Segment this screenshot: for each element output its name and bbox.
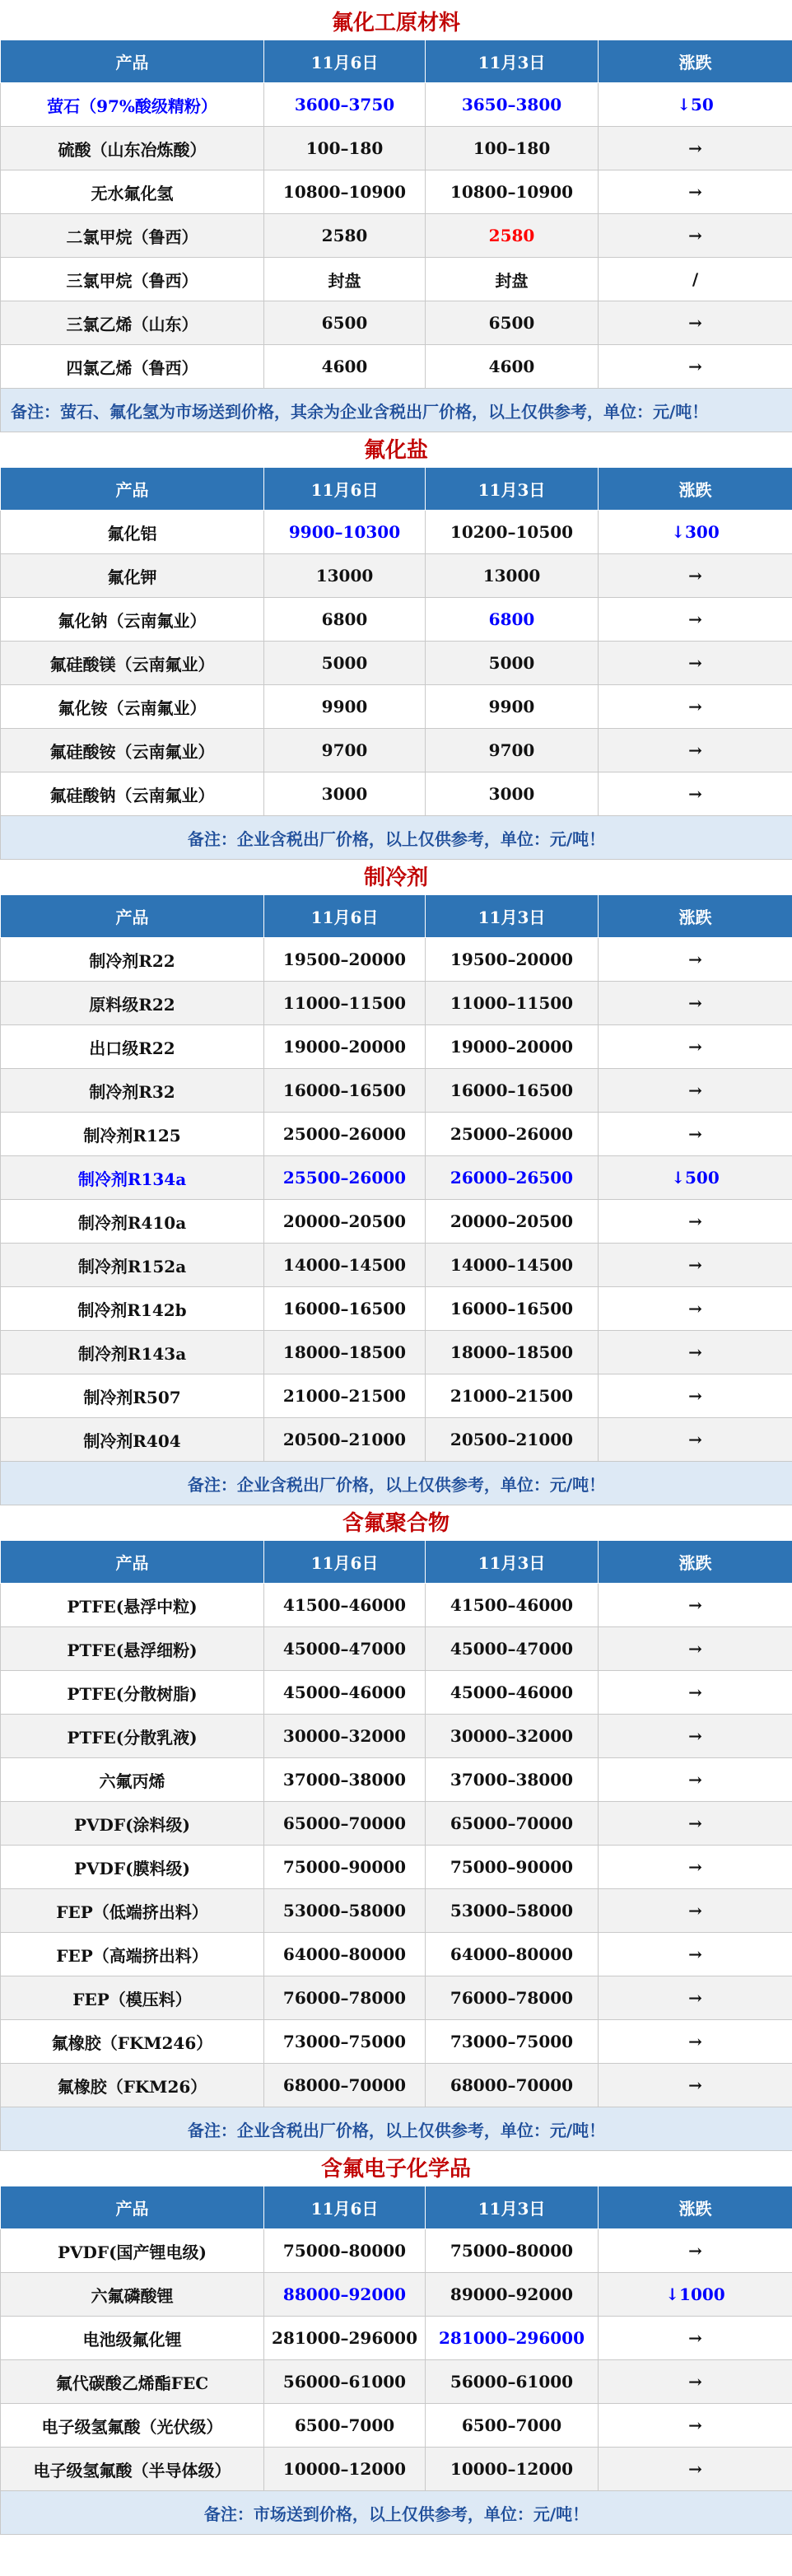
product-name-cell: 氟橡胶（FKM246） <box>1 2020 264 2064</box>
header-date-1: 11月6日 <box>264 895 426 938</box>
change-cell: → <box>599 1331 792 1374</box>
price-date-2-cell: 19500–20000 <box>426 938 599 982</box>
note-text: 备注：企业含税出厂价格，以上仅供参考，单位：元/吨！ <box>1 816 792 860</box>
change-cell: → <box>599 1715 792 1758</box>
table-row <box>1 2064 792 2107</box>
price-date-1-cell: 53000–58000 <box>264 1889 426 1933</box>
change-cell: → <box>599 301 792 345</box>
product-name-cell: PVDF(国产锂电级) <box>1 2229 264 2273</box>
product-name-cell: 制冷剂R152a <box>1 1244 264 1287</box>
table-row <box>1 2273 792 2317</box>
price-date-1-cell: 25500–26000 <box>264 1156 426 1200</box>
price-date-2-cell: 75000–90000 <box>426 1846 599 1889</box>
change-cell: → <box>599 1287 792 1331</box>
price-date-1-cell: 9900 <box>264 685 426 729</box>
change-cell: → <box>599 1244 792 1287</box>
header-product: 产品 <box>1 1541 264 1584</box>
table-row <box>1 127 792 170</box>
table-row <box>1 2020 792 2064</box>
table-row <box>1 170 792 214</box>
price-date-2-cell: 56000–61000 <box>426 2360 599 2404</box>
note-row <box>1 816 792 860</box>
table-row <box>1 1627 792 1671</box>
change-cell: → <box>599 1976 792 2020</box>
price-date-1-cell: 4600 <box>264 345 426 389</box>
price-date-2-cell: 76000–78000 <box>426 1976 599 2020</box>
product-name-cell: 电子级氢氟酸（光伏级） <box>1 2404 264 2448</box>
table-row <box>1 2360 792 2404</box>
header-product: 产品 <box>1 2186 264 2229</box>
price-date-1-cell: 10000–12000 <box>264 2448 426 2491</box>
product-name-cell: 氟橡胶（FKM26） <box>1 2064 264 2107</box>
table-row <box>1 772 792 816</box>
change-cell: → <box>599 1627 792 1671</box>
change-cell: → <box>599 1889 792 1933</box>
section-title: 制冷剂 <box>363 866 428 890</box>
table-row <box>1 214 792 258</box>
change-cell: → <box>599 1113 792 1156</box>
price-date-1-cell: 18000–18500 <box>264 1331 426 1374</box>
price-table <box>0 2186 792 2535</box>
change-cell: → <box>599 2064 792 2107</box>
price-date-1-cell: 37000–38000 <box>264 1758 426 1802</box>
table-row <box>1 2317 792 2360</box>
product-name-cell: PTFE(分散乳液) <box>1 1715 264 1758</box>
price-date-2-cell: 16000–16500 <box>426 1069 599 1113</box>
price-date-2-cell: 100–180 <box>426 127 599 170</box>
product-name-cell: 制冷剂R142b <box>1 1287 264 1331</box>
product-name-cell: 四氯乙烯（鲁西） <box>1 345 264 389</box>
product-name-cell: 三氯乙烯（山东） <box>1 301 264 345</box>
change-cell: → <box>599 772 792 816</box>
price-date-1-cell: 45000–46000 <box>264 1671 426 1715</box>
table-row <box>1 2404 792 2448</box>
product-name-cell: 氟化铵（云南氟业） <box>1 685 264 729</box>
price-date-1-cell: 6500 <box>264 301 426 345</box>
note-row <box>1 1462 792 1505</box>
price-date-2-cell: 11000–11500 <box>426 982 599 1025</box>
change-cell: → <box>599 1671 792 1715</box>
price-date-2-cell: 10200–10500 <box>426 511 599 554</box>
table-row <box>1 1976 792 2020</box>
table-row <box>1 1113 792 1156</box>
price-date-1-cell: 5000 <box>264 642 426 685</box>
table-row <box>1 598 792 642</box>
price-date-2-cell: 20000–20500 <box>426 1200 599 1244</box>
table-header-row <box>1 1541 792 1584</box>
price-date-2-cell: 25000–26000 <box>426 1113 599 1156</box>
price-date-2-cell: 4600 <box>426 345 599 389</box>
product-name-cell: 萤石（97%酸级精粉） <box>1 83 264 127</box>
price-date-2-cell: 6800 <box>426 598 599 642</box>
table-row <box>1 1671 792 1715</box>
price-date-1-cell: 100–180 <box>264 127 426 170</box>
price-date-2-cell: 6500 <box>426 301 599 345</box>
header-date-2: 11月3日 <box>426 895 599 938</box>
product-name-cell: 六氟丙烯 <box>1 1758 264 1802</box>
price-date-2-cell: 45000–46000 <box>426 1671 599 1715</box>
change-cell: ↓500 <box>599 1156 792 1200</box>
change-cell: → <box>599 1025 792 1069</box>
price-date-2-cell: 41500–46000 <box>426 1584 599 1627</box>
change-cell: → <box>599 642 792 685</box>
product-name-cell: 制冷剂R32 <box>1 1069 264 1113</box>
price-date-1-cell: 14000–14500 <box>264 1244 426 1287</box>
table-row <box>1 301 792 345</box>
price-date-2-cell: 53000–58000 <box>426 1889 599 1933</box>
product-name-cell: 氟化钾 <box>1 554 264 598</box>
table-row <box>1 642 792 685</box>
change-cell: → <box>599 2360 792 2404</box>
note-row <box>1 389 792 432</box>
product-name-cell: 氟硅酸镁（云南氟业） <box>1 642 264 685</box>
product-name-cell: 原料级R22 <box>1 982 264 1025</box>
change-cell: → <box>599 982 792 1025</box>
price-date-2-cell: 10800–10900 <box>426 170 599 214</box>
change-cell: → <box>599 685 792 729</box>
section-title: 氟化盐 <box>363 438 428 463</box>
price-date-1-cell: 30000–32000 <box>264 1715 426 1758</box>
price-date-1-cell: 封盘 <box>264 258 426 301</box>
price-date-2-cell: 9700 <box>426 729 599 772</box>
table-row <box>1 685 792 729</box>
price-date-1-cell: 25000–26000 <box>264 1113 426 1156</box>
change-cell: ↓300 <box>599 511 792 554</box>
table-row <box>1 511 792 554</box>
note-row <box>1 2107 792 2151</box>
header-product: 产品 <box>1 895 264 938</box>
product-name-cell: 制冷剂R410a <box>1 1200 264 1244</box>
change-cell: → <box>599 1200 792 1244</box>
product-name-cell: PTFE(悬浮中粒) <box>1 1584 264 1627</box>
price-date-2-cell: 5000 <box>426 642 599 685</box>
price-date-1-cell: 20500–21000 <box>264 1418 426 1462</box>
table-row <box>1 1418 792 1462</box>
product-name-cell: 氟化钠（云南氟业） <box>1 598 264 642</box>
price-date-2-cell: 68000–70000 <box>426 2064 599 2107</box>
product-name-cell: FEP（模压料） <box>1 1976 264 2020</box>
price-date-1-cell: 6800 <box>264 598 426 642</box>
section-title: 含氟聚合物 <box>342 1511 450 1536</box>
product-name-cell: 电池级氟化锂 <box>1 2317 264 2360</box>
table-row <box>1 1584 792 1627</box>
table-row <box>1 1802 792 1846</box>
price-date-2-cell: 10000–12000 <box>426 2448 599 2491</box>
product-name-cell: 出口级R22 <box>1 1025 264 1069</box>
price-date-2-cell: 73000–75000 <box>426 2020 599 2064</box>
change-cell: → <box>599 1069 792 1113</box>
note-text: 备注：企业含税出厂价格，以上仅供参考，单位：元/吨！ <box>1 1462 792 1505</box>
price-table <box>0 40 792 432</box>
section-title: 氟化工原材料 <box>331 11 460 35</box>
product-name-cell: PVDF(涂料级) <box>1 1802 264 1846</box>
product-name-cell: 制冷剂R125 <box>1 1113 264 1156</box>
header-date-2: 11月3日 <box>426 2186 599 2229</box>
table-row <box>1 1758 792 1802</box>
change-cell: → <box>599 127 792 170</box>
price-date-1-cell: 75000–80000 <box>264 2229 426 2273</box>
change-cell: → <box>599 729 792 772</box>
price-date-2-cell: 64000–80000 <box>426 1933 599 1976</box>
product-name-cell: 氟硅酸铵（云南氟业） <box>1 729 264 772</box>
section-title: 含氟电子化学品 <box>320 2157 471 2182</box>
change-cell: → <box>599 938 792 982</box>
product-name-cell: 制冷剂R134a <box>1 1156 264 1200</box>
table-row <box>1 1025 792 1069</box>
table-row <box>1 2448 792 2491</box>
price-table <box>0 894 792 1505</box>
note-row <box>1 2491 792 2535</box>
product-name-cell: 氟化铝 <box>1 511 264 554</box>
price-date-2-cell: 19000–20000 <box>426 1025 599 1069</box>
price-date-2-cell: 45000–47000 <box>426 1627 599 1671</box>
price-date-2-cell: 21000–21500 <box>426 1374 599 1418</box>
table-row <box>1 1846 792 1889</box>
note-text: 备注：市场送到价格，以上仅供参考，单位：元/吨！ <box>1 2491 792 2535</box>
table-row <box>1 1156 792 1200</box>
price-date-2-cell: 16000–16500 <box>426 1287 599 1331</box>
product-name-cell: 六氟磷酸锂 <box>1 2273 264 2317</box>
product-name-cell: PVDF(膜料级) <box>1 1846 264 1889</box>
header-date-2: 11月3日 <box>426 468 599 511</box>
header-change: 涨跌 <box>599 2186 792 2229</box>
note-text: 备注：企业含税出厂价格，以上仅供参考，单位：元/吨！ <box>1 2107 792 2151</box>
product-name-cell: 二氯甲烷（鲁西） <box>1 214 264 258</box>
price-date-1-cell: 3000 <box>264 772 426 816</box>
table-row <box>1 938 792 982</box>
price-date-1-cell: 73000–75000 <box>264 2020 426 2064</box>
price-date-1-cell: 16000–16500 <box>264 1069 426 1113</box>
product-name-cell: 制冷剂R22 <box>1 938 264 982</box>
price-date-1-cell: 20000–20500 <box>264 1200 426 1244</box>
product-name-cell: FEP（高端挤出料） <box>1 1933 264 1976</box>
table-header-row <box>1 468 792 511</box>
table-row <box>1 258 792 301</box>
table-row <box>1 1331 792 1374</box>
table-row <box>1 83 792 127</box>
table-row <box>1 345 792 389</box>
price-date-1-cell: 3600–3750 <box>264 83 426 127</box>
price-date-1-cell: 19000–20000 <box>264 1025 426 1069</box>
product-name-cell: 制冷剂R143a <box>1 1331 264 1374</box>
table-row <box>1 1715 792 1758</box>
change-cell: → <box>599 1758 792 1802</box>
table-row <box>1 1287 792 1331</box>
product-name-cell: 三氯甲烷（鲁西） <box>1 258 264 301</box>
price-date-1-cell: 10800–10900 <box>264 170 426 214</box>
price-date-1-cell: 41500–46000 <box>264 1584 426 1627</box>
table-row <box>1 1200 792 1244</box>
price-date-2-cell: 2580 <box>426 214 599 258</box>
header-change: 涨跌 <box>599 468 792 511</box>
price-date-2-cell: 3000 <box>426 772 599 816</box>
header-date-1: 11月6日 <box>264 2186 426 2229</box>
price-date-2-cell: 3650–3800 <box>426 83 599 127</box>
change-cell: → <box>599 1374 792 1418</box>
header-date-2: 11月3日 <box>426 1541 599 1584</box>
price-date-1-cell: 2580 <box>264 214 426 258</box>
change-cell: → <box>599 2404 792 2448</box>
change-cell: → <box>599 1418 792 1462</box>
price-date-1-cell: 68000–70000 <box>264 2064 426 2107</box>
table-header-row <box>1 895 792 938</box>
change-cell: → <box>599 2229 792 2273</box>
table-row <box>1 554 792 598</box>
price-date-1-cell: 64000–80000 <box>264 1933 426 1976</box>
header-date-1: 11月6日 <box>264 468 426 511</box>
header-product: 产品 <box>1 40 264 83</box>
product-name-cell: PTFE(分散树脂) <box>1 1671 264 1715</box>
header-date-1: 11月6日 <box>264 40 426 83</box>
price-date-2-cell: 75000–80000 <box>426 2229 599 2273</box>
price-date-1-cell: 45000–47000 <box>264 1627 426 1671</box>
price-date-2-cell: 13000 <box>426 554 599 598</box>
change-cell: → <box>599 554 792 598</box>
product-name-cell: 无水氟化氢 <box>1 170 264 214</box>
table-header-row <box>1 40 792 83</box>
change-cell: → <box>599 1933 792 1976</box>
price-date-1-cell: 21000–21500 <box>264 1374 426 1418</box>
price-date-1-cell: 75000–90000 <box>264 1846 426 1889</box>
table-row <box>1 1244 792 1287</box>
price-date-2-cell: 6500–7000 <box>426 2404 599 2448</box>
price-date-2-cell: 89000–92000 <box>426 2273 599 2317</box>
price-date-1-cell: 9700 <box>264 729 426 772</box>
price-date-2-cell: 37000–38000 <box>426 1758 599 1802</box>
product-name-cell: 电子级氢氟酸（半导体级） <box>1 2448 264 2491</box>
price-date-2-cell: 281000–296000 <box>426 2317 599 2360</box>
price-date-1-cell: 65000–70000 <box>264 1802 426 1846</box>
price-date-1-cell: 88000–92000 <box>264 2273 426 2317</box>
price-date-2-cell: 封盘 <box>426 258 599 301</box>
header-change: 涨跌 <box>599 40 792 83</box>
table-row <box>1 1374 792 1418</box>
price-table <box>0 467 792 860</box>
change-cell: → <box>599 2317 792 2360</box>
table-row <box>1 1069 792 1113</box>
price-date-1-cell: 11000–11500 <box>264 982 426 1025</box>
price-date-2-cell: 30000–32000 <box>426 1715 599 1758</box>
price-date-1-cell: 19500–20000 <box>264 938 426 982</box>
change-cell: → <box>599 1802 792 1846</box>
change-cell: → <box>599 1584 792 1627</box>
header-date-2: 11月3日 <box>426 40 599 83</box>
change-cell: ↓50 <box>599 83 792 127</box>
price-date-1-cell: 9900–10300 <box>264 511 426 554</box>
table-row <box>1 1889 792 1933</box>
product-name-cell: 制冷剂R404 <box>1 1418 264 1462</box>
change-cell: / <box>599 258 792 301</box>
price-date-1-cell: 16000–16500 <box>264 1287 426 1331</box>
table-row <box>1 1933 792 1976</box>
product-name-cell: 氟代碳酸乙烯酯FEC <box>1 2360 264 2404</box>
header-change: 涨跌 <box>599 895 792 938</box>
header-product: 产品 <box>1 468 264 511</box>
price-date-1-cell: 56000–61000 <box>264 2360 426 2404</box>
change-cell: → <box>599 1846 792 1889</box>
price-date-2-cell: 26000–26500 <box>426 1156 599 1200</box>
price-date-1-cell: 281000–296000 <box>264 2317 426 2360</box>
product-name-cell: 硫酸（山东冶炼酸） <box>1 127 264 170</box>
note-text: 备注：萤石、氟化氢为市场送到价格，其余为企业含税出厂价格，以上仅供参考，单位：元/吨！ <box>1 389 792 432</box>
change-cell: → <box>599 345 792 389</box>
product-name-cell: PTFE(悬浮细粉) <box>1 1627 264 1671</box>
table-row <box>1 2229 792 2273</box>
table-row <box>1 729 792 772</box>
change-cell: → <box>599 2020 792 2064</box>
price-date-1-cell: 6500–7000 <box>264 2404 426 2448</box>
price-date-2-cell: 18000–18500 <box>426 1331 599 1374</box>
price-date-1-cell: 76000–78000 <box>264 1976 426 2020</box>
change-cell: ↓1000 <box>599 2273 792 2317</box>
table-header-row <box>1 2186 792 2229</box>
price-date-2-cell: 14000–14500 <box>426 1244 599 1287</box>
product-name-cell: 氟硅酸钠（云南氟业） <box>1 772 264 816</box>
change-cell: → <box>599 214 792 258</box>
table-row <box>1 982 792 1025</box>
price-date-2-cell: 9900 <box>426 685 599 729</box>
header-change: 涨跌 <box>599 1541 792 1584</box>
product-name-cell: 制冷剂R507 <box>1 1374 264 1418</box>
price-table <box>0 1540 792 2151</box>
header-date-1: 11月6日 <box>264 1541 426 1584</box>
price-date-2-cell: 65000–70000 <box>426 1802 599 1846</box>
change-cell: → <box>599 2448 792 2491</box>
change-cell: → <box>599 598 792 642</box>
product-name-cell: FEP（低端挤出料） <box>1 1889 264 1933</box>
change-cell: → <box>599 170 792 214</box>
price-date-2-cell: 20500–21000 <box>426 1418 599 1462</box>
price-date-1-cell: 13000 <box>264 554 426 598</box>
